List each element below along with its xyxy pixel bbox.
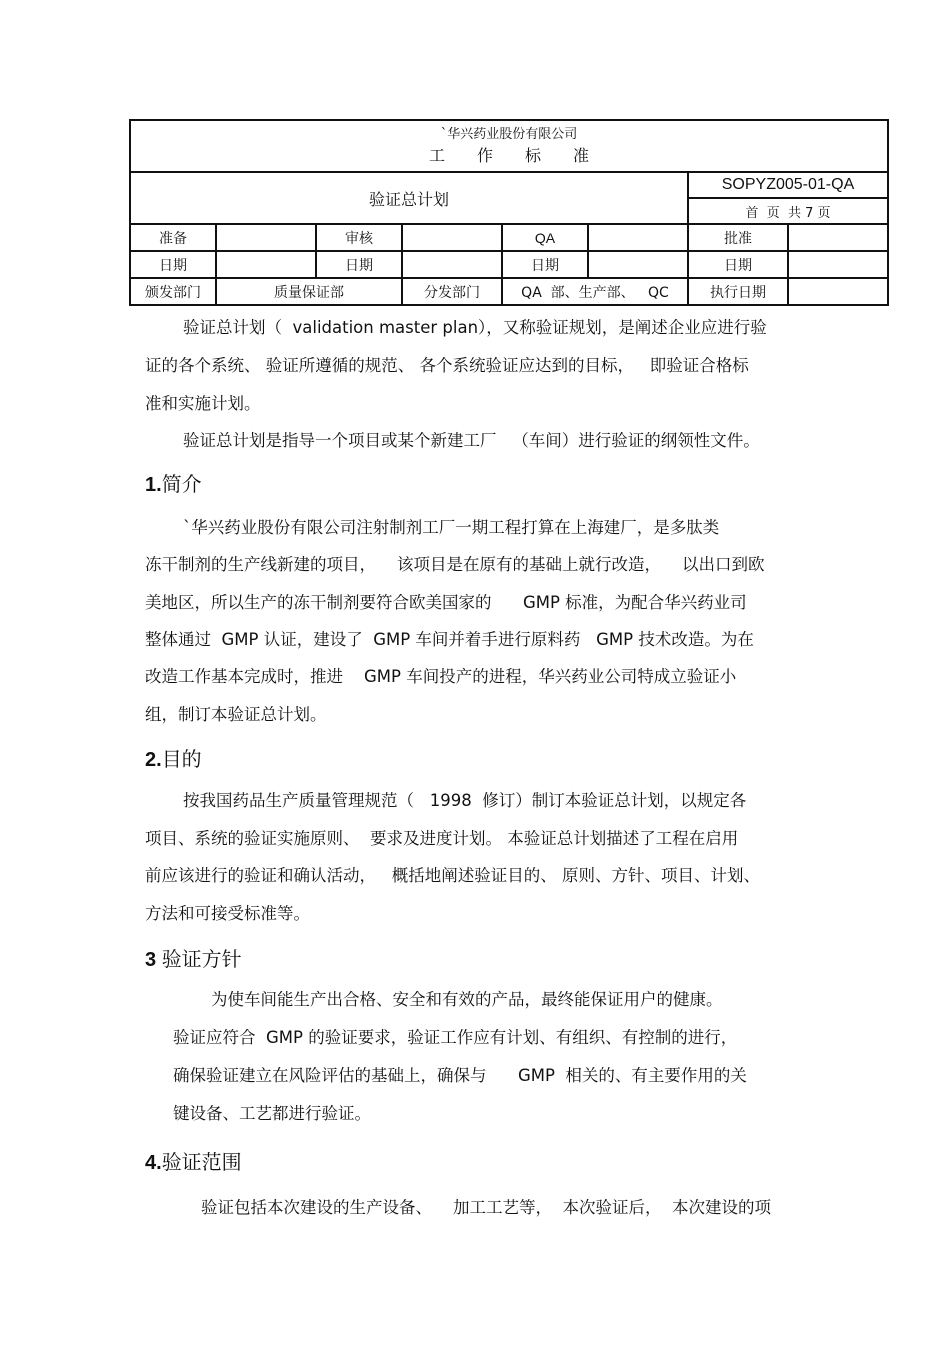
company-name: `华兴药业股份有限公司	[440, 127, 578, 142]
section-title: 简介	[161, 472, 202, 496]
document-header-table	[129, 119, 889, 306]
field-date-1	[216, 251, 316, 278]
field-date-2	[402, 251, 502, 278]
label-prepare: 准备	[130, 224, 216, 251]
section-title: 目的	[161, 747, 202, 771]
field-date-4	[788, 251, 888, 278]
section-number: 4.	[145, 1152, 162, 1174]
label-qa: QA	[502, 224, 588, 251]
effective-date-value	[788, 278, 888, 305]
field-date-3	[588, 251, 688, 278]
section-4-heading	[145, 1150, 242, 1175]
doc-code: SOPYZ005-01-QA	[688, 172, 888, 198]
section-number: 1.	[145, 474, 162, 496]
section-number: 2.	[145, 749, 162, 771]
section-3-line: 确保验证建立在风险评估的基础上，确保与 GMP 相关的、有主要作用的关	[173, 1066, 747, 1085]
work-standard-label: 工作标准	[429, 146, 622, 165]
section-1-heading	[145, 472, 202, 497]
intro-line-2: 证的各个系统、 验证所遵循的规范、 各个系统验证应达到的目标， 即验证合格标	[145, 356, 749, 375]
section-1-line: 冻干制剂的生产线新建的项目， 该项目是在原有的基础上就行改造， 以出口到欧	[145, 555, 765, 574]
intro-paragraph-2: 验证总计划是指导一个项目或某个新建工厂 （车间）进行验证的纲领性文件。	[183, 431, 760, 450]
section-4-line: 验证包括本次建设的生产设备、 加工工艺等， 本次验证后， 本次建设的项	[201, 1198, 771, 1217]
section-1-line: 美地区，所以生产的冻干制剂要符合欧美国家的 GMP 标准，为配合华兴药业司	[145, 593, 747, 612]
section-title: 验证范围	[161, 1150, 242, 1174]
section-1-line: 组，制订本验证总计划。	[145, 705, 327, 724]
doc-title: 验证总计划	[130, 172, 688, 224]
header-company-cell	[130, 120, 888, 172]
intro-line-3: 准和实施计划。	[145, 394, 261, 413]
label-date-1: 日期	[130, 251, 216, 278]
section-3-line: 为使车间能生产出合格、安全和有效的产品，最终能保证用户的健康。	[211, 990, 723, 1009]
label-date-2: 日期	[316, 251, 402, 278]
page-info: 首 页 共 7 页	[688, 198, 888, 224]
section-1-line: 改造工作基本完成时，推进 GMP 车间投产的进程，华兴药业公司特成立验证小	[145, 667, 737, 686]
label-date-4: 日期	[688, 251, 788, 278]
label-effective-date: 执行日期	[688, 278, 788, 305]
section-1-line: `华兴药业股份有限公司注射制剂工厂一期工程打算在上海建厂，是多肽类	[183, 518, 720, 537]
section-2-line: 方法和可接受标准等。	[145, 904, 310, 923]
section-2-line: 项目、系统的验证实施原则、 要求及进度计划。 本验证总计划描述了工程在启用	[145, 829, 739, 848]
section-3-line: 验证应符合 GMP 的验证要求，验证工作应有计划、有组织、有控制的进行，	[173, 1028, 738, 1047]
field-qa	[588, 224, 688, 251]
field-prepare	[216, 224, 316, 251]
field-approve	[788, 224, 888, 251]
section-2-line: 前应该进行的验证和确认活动， 概括地阐述验证目的、 原则、方针、项目、计划、	[145, 866, 760, 885]
distribution-dept-value: QA 部、生产部、 QC	[502, 278, 688, 305]
label-review: 审核	[316, 224, 402, 251]
field-review	[402, 224, 502, 251]
section-3-line: 键设备、工艺都进行验证。	[173, 1104, 371, 1123]
section-3-heading	[145, 947, 242, 972]
section-title: 验证方针	[161, 947, 242, 971]
label-approve: 批准	[688, 224, 788, 251]
issuing-dept-value: 质量保证部	[216, 278, 402, 305]
label-issuing-dept: 颁发部门	[130, 278, 216, 305]
section-2-line: 按我国药品生产质量管理规范（ 1998 修订）制订本验证总计划，以规定各	[183, 791, 747, 810]
intro-line-1: 验证总计划（ validation master plan），又称验证规划，是阐述企业应进行验	[183, 318, 767, 337]
section-1-line: 整体通过 GMP 认证，建设了 GMP 车间并着手进行原料药 GMP 技术改造。为在	[145, 630, 754, 649]
section-2-heading	[145, 747, 202, 772]
label-distribution-dept: 分发部门	[402, 278, 502, 305]
label-date-3: 日期	[502, 251, 588, 278]
section-number: 3	[145, 949, 162, 971]
